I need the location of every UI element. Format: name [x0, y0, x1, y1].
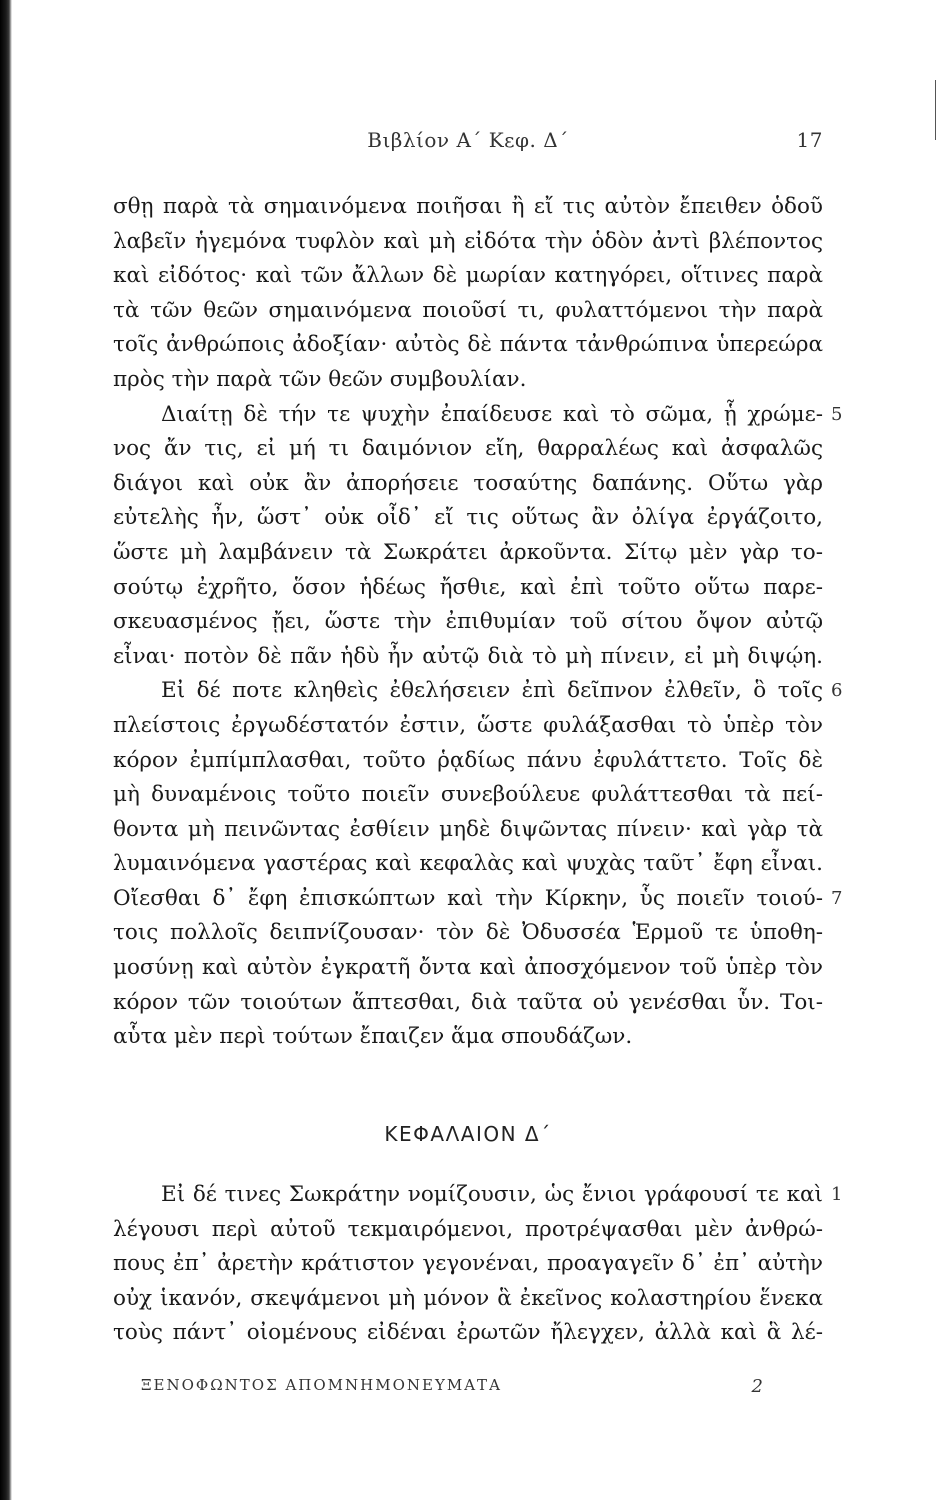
- running-head: [113, 128, 823, 162]
- printer-signature: ΞΕΝΟΦΩΝΤΟΣ ΑΠΟΜΝΗΜΟΝΕΥΜΑΤΑ: [141, 1376, 502, 1394]
- line-text: κόρον τῶν τοιούτων ἅπτεσθαι, διὰ ταῦτα οὐ γενέσθαι ὗν. Τοι-: [113, 989, 823, 1015]
- section-number: 1: [831, 1184, 843, 1205]
- text-line: [113, 536, 823, 571]
- line-text: Οἴεσθαι δ᾽ ἔφη ἐπισκώπτων καὶ τὴν Κίρκην, ὗς ποιεῖν τοιού-: [113, 885, 823, 911]
- text-line: [113, 1247, 823, 1282]
- text-line: [113, 605, 823, 640]
- text-line: [113, 986, 823, 1021]
- text-line: [113, 328, 823, 363]
- line-text: πρὸς τὴν παρὰ τῶν θεῶν συμβουλίαν.: [113, 366, 527, 392]
- line-text: πους ἐπ᾽ ἀρετὴν κράτιστον γεγονέναι, προαγαγεῖν δ᾽ ἐπ᾽ αὐτὴν: [113, 1251, 823, 1277]
- line-text: ὥστε μὴ λαμβάνειν τὰ Σωκράτει ἀρκοῦντα. Σίτῳ μὲν γὰρ το-: [113, 539, 823, 565]
- text-line: [113, 571, 823, 606]
- line-text: λέγουσι περὶ αὐτοῦ τεκμαιρόμενοι, προτρέψασθαι μὲν ἀνθρώ-: [113, 1216, 823, 1242]
- text-line: [113, 640, 823, 675]
- line-text: λαβεῖν ἡγεμόνα τυφλὸν καὶ μὴ εἰδότα τὴν ὁδὸν ἀντὶ βλέποντος: [113, 228, 823, 254]
- text-line: [113, 847, 823, 882]
- book-page: [113, 0, 843, 1500]
- text-line: [113, 294, 823, 329]
- section-number: 7: [831, 887, 843, 909]
- text-line: [113, 709, 823, 744]
- line-text: τοῖς ἀνθρώποις ἀδοξίαν· αὐτὸς δὲ πάντα τἀνθρώπινα ὑπερεώρα: [113, 332, 823, 358]
- text-line: [113, 1282, 823, 1317]
- line-text: οὐχ ἱκανόν, σκεψάμενοι μὴ μόνον ἃ ἐκεῖνος κολαστηρίου ἕνεκα: [113, 1285, 823, 1311]
- text-line: [113, 778, 823, 813]
- line-text: τὰ τῶν θεῶν σημαινόμενα ποιοῦσί τι, φυλαττόμενοι τὴν παρὰ: [113, 297, 823, 323]
- line-text: τοις πολλοῖς δειπνίζουσαν· τὸν δὲ Ὀδυσσέα Ἑρμοῦ τε ὑποθη-: [113, 920, 823, 946]
- text-line: [113, 1213, 823, 1248]
- page-footer: [113, 1376, 823, 1406]
- line-text: εἶναι· ποτὸν δὲ πᾶν ἡδὺ ἦν αὐτῷ διὰ τὸ μὴ πίνειν, εἰ μὴ διψῴη.: [113, 643, 823, 669]
- scan-right-margin-mark: [935, 80, 944, 140]
- line-text: Εἰ δέ τινες Σωκράτην νομίζουσιν, ὡς ἔνιοι γράφουσί τε καὶ: [161, 1182, 823, 1207]
- line-text: σούτῳ ἐχρῆτο, ὅσον ἡδέως ἤσθιε, καὶ ἐπὶ τοῦτο οὕτω παρε-: [113, 574, 823, 600]
- chapter-text: [113, 1178, 843, 1351]
- line-text: αὗτα μὲν περὶ τούτων ἔπαιζεν ἅμα σπουδάζων.: [113, 1024, 633, 1050]
- text-line: [113, 467, 823, 502]
- text-line: [113, 432, 823, 467]
- line-text: θοντα μὴ πεινῶντας ἐσθίειν μηδὲ διψῶντας πίνειν· καὶ γὰρ τὰ: [113, 816, 823, 842]
- line-text: τοὺς πάντ᾽ οἰομένους εἰδέναι ἐρωτῶν ἤλεγχεν, ἀλλὰ καὶ ἃ λέ-: [113, 1320, 823, 1346]
- line-text: μοσύνῃ καὶ αὐτὸν ἐγκρατῆ ὄντα καὶ ἀποσχόμενον τοῦ ὑπὲρ τὸν: [113, 955, 823, 981]
- line-text: λυμαινόμενα γαστέρας καὶ κεφαλὰς καὶ ψυχὰς ταῦτ᾽ ἔφη εἶναι.: [113, 851, 823, 877]
- chapter-heading: ΚΕΦΑΛΑΙΟΝ Δ΄: [384, 1122, 552, 1146]
- line-text: Διαίτῃ δὲ τήν τε ψυχὴν ἐπαίδευσε καὶ τὸ σῶμα, ᾗ χρώμε-: [161, 401, 823, 427]
- text-line: [113, 259, 823, 294]
- running-title: Βιβλίον Α΄ Κεφ. Δ΄: [367, 128, 569, 152]
- line-text: σκευασμένος ᾔει, ὥστε τὴν ἐπιθυμίαν τοῦ σίτου ὄψον αὐτῷ: [113, 609, 823, 635]
- text-line: [113, 951, 823, 986]
- body-text: [113, 190, 843, 1055]
- text-line: [113, 190, 823, 225]
- signature-number: 2: [751, 1376, 763, 1397]
- line-text: μὴ δυναμένοις τοῦτο ποιεῖν συνεβούλευε φυλάττεσθαι τὰ πεί-: [113, 782, 823, 808]
- page-number: 17: [796, 128, 823, 152]
- line-text: καὶ εἰδότος· καὶ τῶν ἄλλων δὲ μωρίαν κατηγόρει, οἵτινες παρὰ: [113, 263, 823, 289]
- section-number: 6: [831, 680, 843, 702]
- line-text: πλείστοις ἐργωδέστατόν ἐστιν, ὥστε φυλάξασθαι τὸ ὑπὲρ τὸν: [113, 712, 823, 738]
- text-line: [113, 363, 823, 398]
- text-line: [113, 1178, 843, 1213]
- line-text: εὐτελὴς ἦν, ὥστ᾽ οὐκ οἶδ᾽ εἴ τις οὕτως ἂν ὀλίγα ἐργάζοιτο,: [113, 505, 823, 531]
- text-line: [113, 674, 843, 709]
- text-line: [113, 1316, 823, 1351]
- text-line: [113, 916, 823, 951]
- line-text: διάγοι καὶ οὐκ ἂν ἀπορήσειε τοσαύτης δαπάνης. Οὕτω γὰρ: [113, 470, 823, 496]
- text-line: [113, 1020, 823, 1055]
- scan-binding-edge: [0, 0, 12, 1500]
- line-text: Εἰ δέ ποτε κληθεὶς ἐθελήσειεν ἐπὶ δεῖπνον ἐλθεῖν, ὃ τοῖς: [161, 678, 823, 704]
- line-text: νος ἄν τις, εἰ μή τι δαιμόνιον εἴη, θαρραλέως καὶ ἀσφαλῶς: [113, 436, 823, 462]
- text-line: [113, 501, 823, 536]
- text-line: [113, 744, 823, 779]
- text-line: [113, 225, 823, 260]
- line-text: σθῃ παρὰ τὰ σημαινόμενα ποιῆσαι ἢ εἴ τις αὐτὸν ἔπειθεν ὁδοῦ: [113, 194, 823, 219]
- text-line: [113, 813, 823, 848]
- line-text: κόρον ἐμπίμπλασθαι, τοῦτο ῥᾳδίως πάνυ ἐφυλάττετο. Τοῖς δὲ: [113, 747, 823, 773]
- section-number: 5: [831, 403, 843, 425]
- text-line: [113, 398, 843, 433]
- text-line: [113, 882, 843, 917]
